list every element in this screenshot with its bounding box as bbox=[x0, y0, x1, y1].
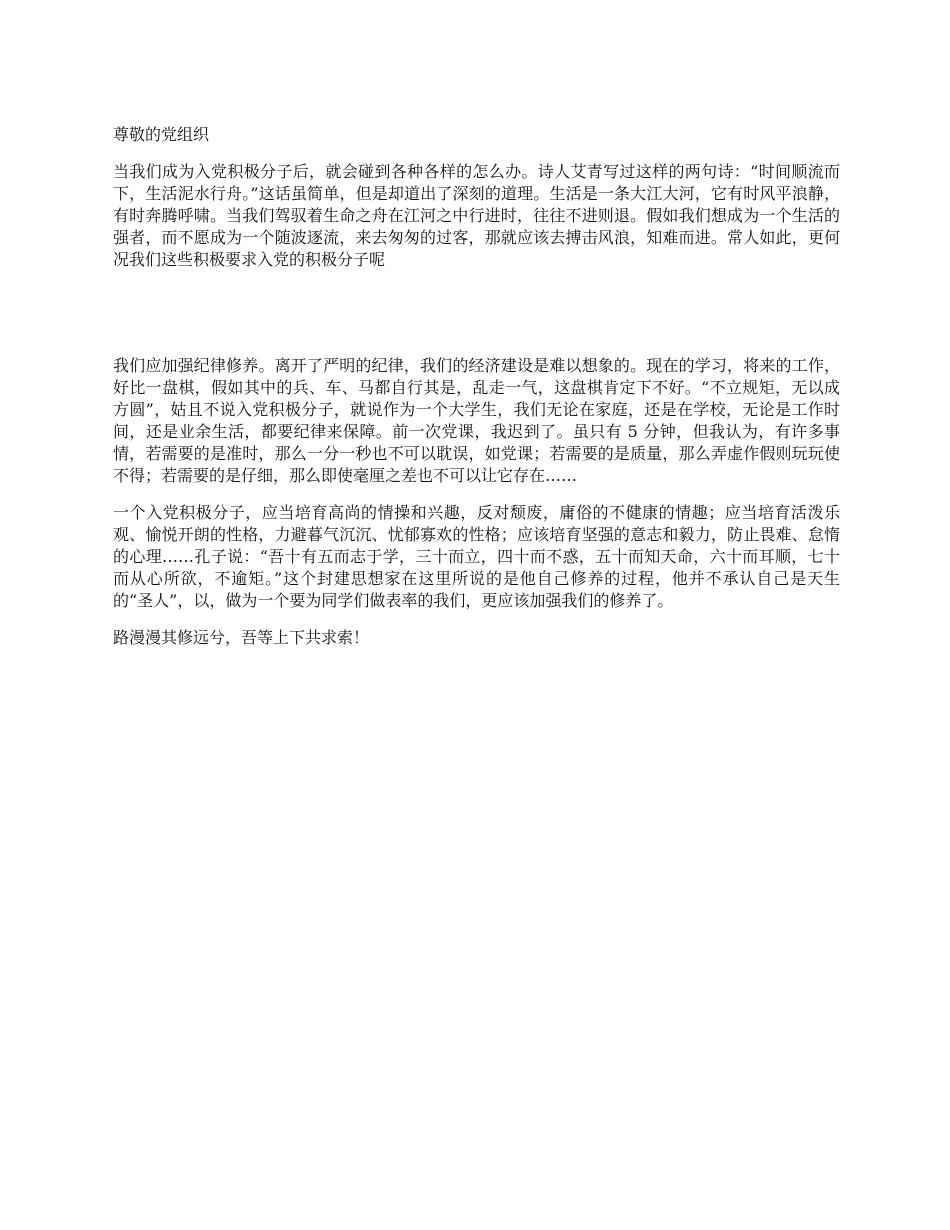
paragraph-discipline: 我们应加强纪律修养。离开了严明的纪律，我们的经济建设是难以想象的。现在的学习，将来的工作，好比一盘棋，假如其中的兵、车、马都自行其是，乱走一气，这盘棋肯定下不好。“不立规矩，无以成方圆”，姑且不说入党积极分子，就说作为一个大学生，我们无论在家庭，还是在学校，无论是工作时间，还是业余生活，都要纪律来保障。前一次党课，我迟到了。虽只有 5 分钟，但我认为，有许多事情，若需要的是准时，那么一分一秒也不可以耽误，如党课；若需要的是质量，那么弄虚作假则玩玩使不得；若需要的是仔细，那么即使毫厘之差也不可以让它存在…… bbox=[113, 356, 840, 485]
salutation: 尊敬的党组织 bbox=[113, 125, 210, 144]
paragraph-closing: 路漫漫其修远兮，吾等上下共求索！ bbox=[113, 628, 370, 647]
document-body bbox=[113, 124, 840, 649]
paragraph-intro: 当我们成为入党积极分子后，就会碰到各种各样的怎么办。诗人艾青写过这样的两句诗：“时间顺流而下，生活泥水行舟。”这话虽简单，但是却道出了深刻的道理。生活是一条大江大河，它有时风平浪静，有时奔腾呼啸。当我们驾驭着生命之舟在江河之中行进时，往往不进则退。假如我们想成为一个生活的强者，而不愿成为一个随波逐流，来去匆匆的过客，那就应该去搏击风浪，知难而进。常人如此，更何况我们这些积极要求入党的积极分子呢 bbox=[113, 162, 840, 269]
paragraph-cultivation: 一个入党积极分子，应当培育高尚的情操和兴趣，反对颓废，庸俗的不健康的情趣；应当培育活泼乐观、愉悦开朗的性格，力避暮气沉沉、忧郁寡欢的性格；应该培育坚强的意志和毅力，防止畏难、怠惰的心理……孔子说：“吾十有五而志于学，三十而立，四十而不惑，五十而知天命，六十而耳顺，七十而从心所欲，不逾矩。”这个封建思想家在这里所说的是他自己修养的过程，他并不承认自己是天生的“圣人”，以，做为一个要为同学们做表率的我们，更应该加强我们的修养了。 bbox=[113, 503, 840, 610]
